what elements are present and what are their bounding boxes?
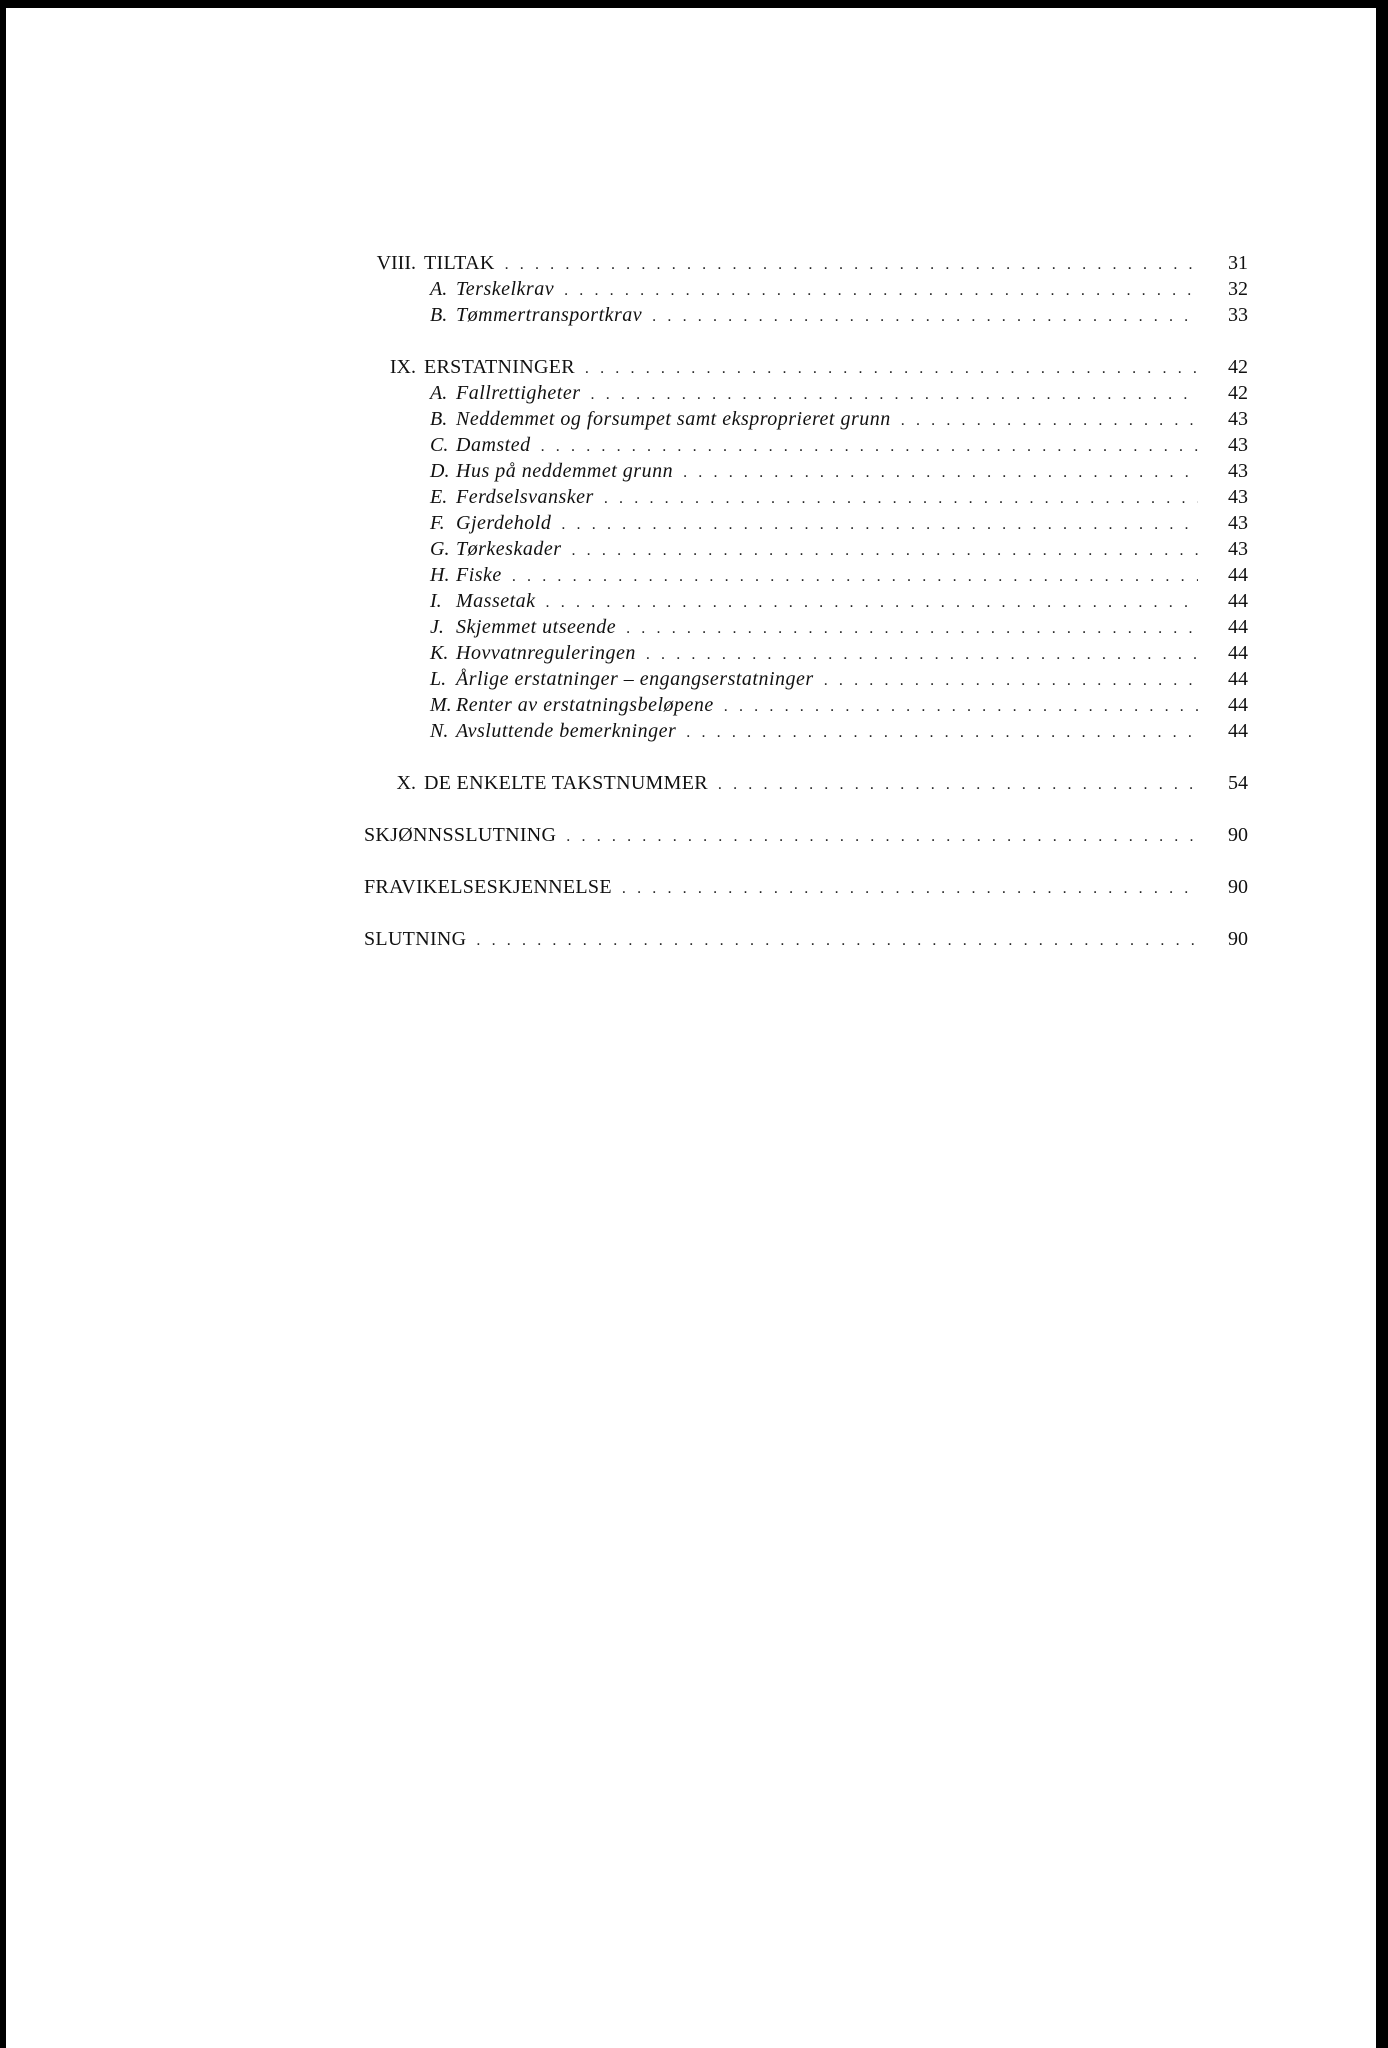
toc-entry-page: 43 [1228, 512, 1248, 534]
document-page [6, 8, 1376, 2048]
toc-entry-title: Damsted [456, 434, 531, 456]
leader-dots [626, 616, 1198, 642]
toc-entry [364, 588, 1248, 614]
toc-entry-title: FRAVIKELSESKJENNELSE [364, 876, 612, 898]
toc-entry-number: L. [430, 668, 447, 690]
toc-entry-number: F. [430, 512, 445, 534]
toc-entry-title: Ferdselsvansker [456, 486, 594, 508]
toc-entry-number: A. [430, 278, 448, 300]
toc-entry-number: VIII. [376, 252, 416, 274]
toc-entry [364, 510, 1248, 536]
leader-dots [571, 538, 1198, 564]
toc-entry [364, 562, 1248, 588]
toc-entry-title: Renter av erstatningsbeløpene [456, 694, 714, 716]
toc-entry-title: Massetak [456, 590, 536, 612]
toc-entry-title: TILTAK [424, 252, 495, 274]
leader-dots [652, 304, 1198, 330]
leader-dots [683, 460, 1198, 486]
leader-dots [541, 434, 1198, 460]
toc-entry [364, 432, 1248, 458]
leader-dots [505, 252, 1198, 278]
toc-entry-page: 44 [1228, 616, 1248, 638]
toc-entry-page: 43 [1228, 434, 1248, 456]
toc-entry-number: A. [430, 382, 448, 404]
toc-entry-title: Hus på neddemmet grunn [456, 460, 674, 482]
toc-entry-page: 42 [1228, 356, 1248, 378]
leader-dots [901, 408, 1198, 434]
toc-entry-page: 33 [1228, 304, 1248, 326]
toc-entry-number: D. [430, 460, 450, 482]
leader-dots [622, 876, 1198, 902]
toc-entry-number: H. [430, 564, 450, 586]
toc-entry-title: Fallrettigheter [456, 382, 581, 404]
toc-entry-title: Neddemmet og forsumpet samt eksproprieret grunn [456, 408, 891, 430]
toc-entry-number: I. [430, 590, 442, 612]
toc-entry [364, 302, 1248, 328]
leader-dots [512, 564, 1198, 590]
toc-entry-page: 44 [1228, 668, 1248, 690]
toc-entry [364, 770, 1248, 796]
leader-dots [546, 590, 1198, 616]
toc-entry-number: X. [396, 772, 416, 794]
toc-entry-page: 90 [1228, 824, 1248, 846]
toc-entry-title: Tørkeskader [456, 538, 562, 560]
leader-dots [591, 382, 1198, 408]
toc-entry-number: N. [430, 720, 449, 742]
toc-entry-title: Terskelkrav [456, 278, 555, 300]
toc-entry-page: 44 [1228, 564, 1248, 586]
toc-entry [364, 692, 1248, 718]
toc-entry-page: 32 [1228, 278, 1248, 300]
toc-entry [364, 458, 1248, 484]
toc-entry-page: 90 [1228, 928, 1248, 950]
toc-entry-title: SKJØNNSSLUTNING [364, 824, 557, 846]
toc-entry-title: Avsluttende bemerkninger [456, 720, 677, 742]
toc-entry [364, 354, 1248, 380]
toc-entry-page: 43 [1228, 538, 1248, 560]
toc-entry-page: 44 [1228, 642, 1248, 664]
leader-dots [561, 512, 1198, 538]
toc-entry-page: 54 [1228, 772, 1248, 794]
leader-dots [604, 486, 1198, 512]
toc-entry-page: 43 [1228, 486, 1248, 508]
leader-dots [718, 772, 1198, 798]
toc-entry [364, 380, 1248, 406]
toc-entry-number: B. [430, 408, 448, 430]
toc-entry-page: 43 [1228, 408, 1248, 430]
toc-entry-number: G. [430, 538, 450, 560]
leader-dots [476, 928, 1198, 954]
toc-entry-page: 90 [1228, 876, 1248, 898]
toc-entry-title: SLUTNING [364, 928, 467, 950]
toc-entry-page: 44 [1228, 720, 1248, 742]
toc-entry [364, 874, 1248, 900]
toc-entry-title: DE ENKELTE TAKSTNUMMER [424, 772, 708, 794]
toc-entry-number: E. [430, 486, 448, 508]
leader-dots [585, 356, 1198, 382]
toc-entry-page: 44 [1228, 694, 1248, 716]
toc-entry [364, 484, 1248, 510]
toc-entry-page: 43 [1228, 460, 1248, 482]
leader-dots [564, 278, 1198, 304]
toc-entry [364, 666, 1248, 692]
toc-entry [364, 536, 1248, 562]
toc-entry [364, 614, 1248, 640]
toc-entry-number: C. [430, 434, 449, 456]
toc-entry-title: Hovvatnreguleringen [456, 642, 636, 664]
toc-entry [364, 718, 1248, 744]
toc-entry-title: Årlige erstatninger – engangserstatninger [456, 668, 814, 690]
toc-entry [364, 276, 1248, 302]
toc-entry [364, 822, 1248, 848]
leader-dots [824, 668, 1198, 694]
toc-entry [364, 926, 1248, 952]
leader-dots [566, 824, 1198, 850]
toc-entry [364, 250, 1248, 276]
toc-entry-title: Skjemmet utseende [456, 616, 617, 638]
toc-entry-title: Fiske [456, 564, 502, 586]
leader-dots [686, 720, 1198, 746]
leader-dots [724, 694, 1198, 720]
toc-entry-page: 44 [1228, 590, 1248, 612]
toc-entry-page: 31 [1228, 252, 1248, 274]
toc-entry-title: Gjerdehold [456, 512, 552, 534]
toc-entry [364, 640, 1248, 666]
toc-entry-title: Tømmertransportkrav [456, 304, 643, 326]
toc-entry [364, 406, 1248, 432]
toc-entry-number: B. [430, 304, 448, 326]
leader-dots [646, 642, 1198, 668]
toc-entry-number: M. [430, 694, 452, 716]
toc-entry-page: 42 [1228, 382, 1248, 404]
toc-entry-number: J. [430, 616, 444, 638]
toc-entry-title: ERSTATNINGER [424, 356, 575, 378]
toc-entry-number: IX. [389, 356, 416, 378]
toc-entry-number: K. [430, 642, 449, 664]
